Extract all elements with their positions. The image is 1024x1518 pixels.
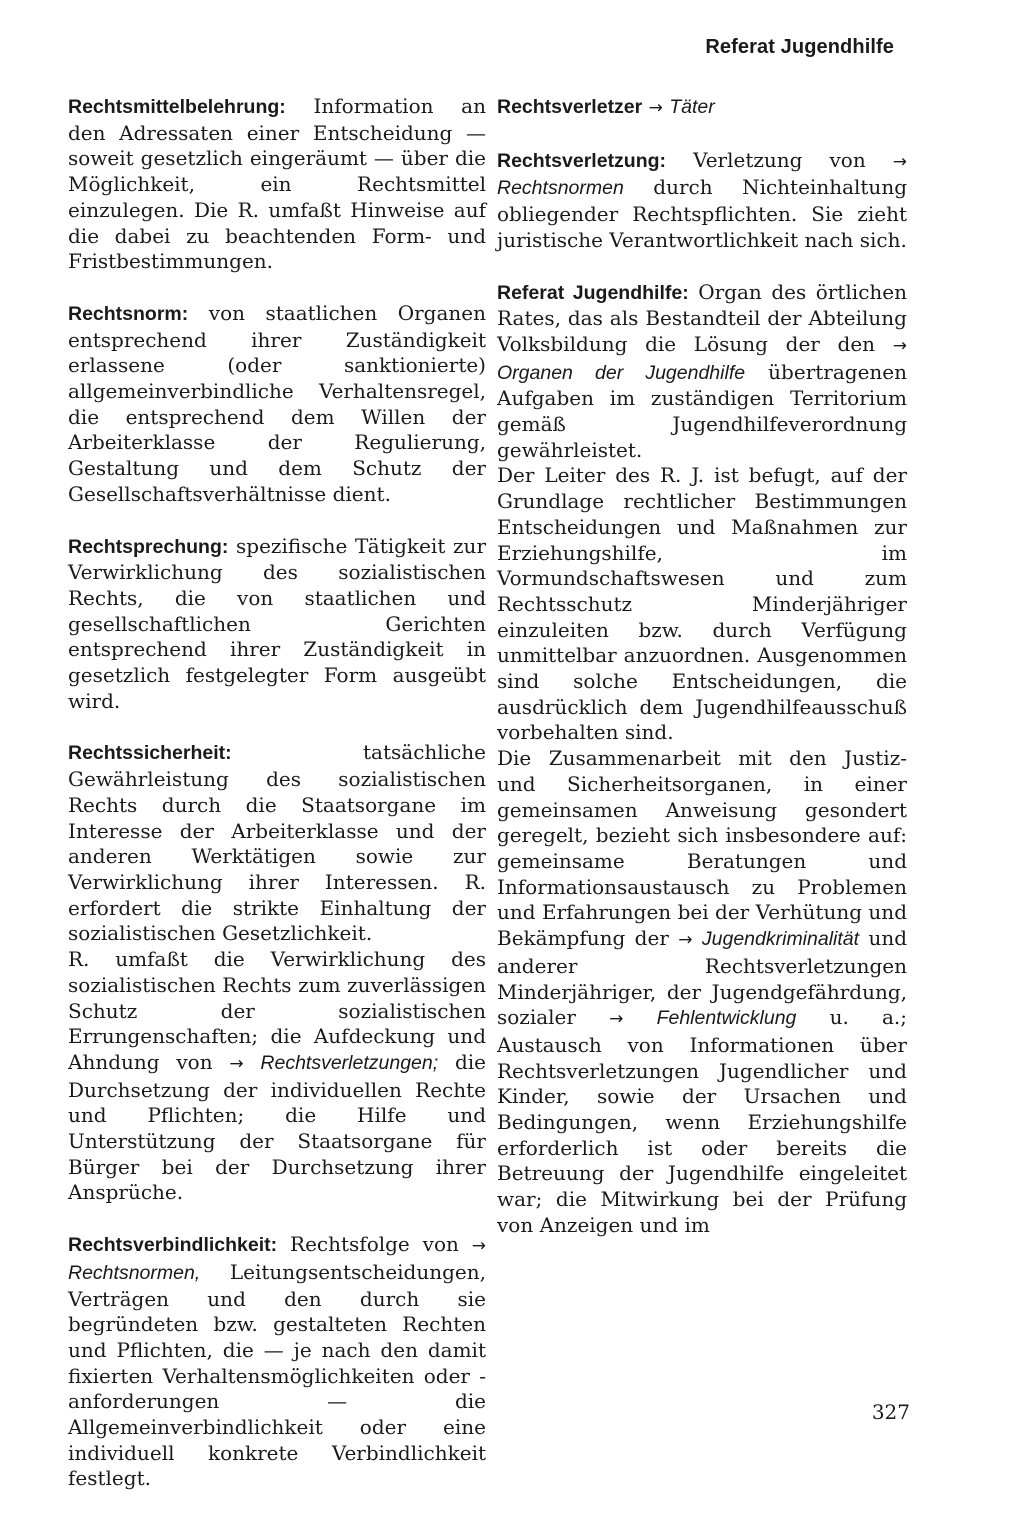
entry-paragraph xyxy=(68,947,486,1206)
running-head: Referat Jugendhilfe xyxy=(705,36,894,58)
entry-term: Rechtsmittelbelehrung: xyxy=(68,96,286,118)
cross-reference-arrow-icon: → xyxy=(892,151,908,172)
cross-reference: Jugendkriminalität xyxy=(701,928,860,951)
cross-reference: Rechtsnormen, xyxy=(68,1261,201,1284)
entry-paragraph xyxy=(497,94,907,122)
entry-text: und anderer Rechtsverletzungen Minderjähriger, der Jugendgefährdung, sozialer xyxy=(497,926,908,1030)
cross-reference-arrow-icon: → xyxy=(892,335,908,356)
entry-paragraph xyxy=(497,746,907,1238)
entry-text: Der Leiter des R. J. ist befugt, auf der Grundlage rechtlicher Bestimmungen Entscheidungen und Maßnahmen zur Erziehungshilfe, im Vormundschaftswesen und zum Rechtsschutz Minderjähriger einzuleiten bzw. durch Verfügung unmittelbar anzuordnen. Ausgenommen sind solche Entscheidungen, die ausdrücklich dem Jugendhilfeausschuß vorbehalten sind. xyxy=(497,463,907,745)
entry-term: Rechtsverletzer xyxy=(497,96,643,118)
entry-text: durch Nichteinhaltung obliegender Rechtspflichten. Sie zieht juristische Verantwortlichkeit nach sich. xyxy=(497,175,907,252)
cross-reference: Rechtsnormen xyxy=(497,177,624,200)
right-column xyxy=(497,94,907,1265)
entry-paragraph xyxy=(68,94,486,275)
entry-text: Rechtsfolge von xyxy=(290,1232,459,1257)
entry-rechtsnorm xyxy=(68,301,486,508)
entry-text: Leitungsentscheidungen, Verträgen und den durch sie begründeten bzw. gestalteten Rechten und Pflichten, die — je nach den damit fixierten Verhaltensmöglichkeiten oder -anforderungen — die Allgemeinverbindlichkeit oder eine individuell konkrete Verbindlichkeit festlegt. xyxy=(68,1259,486,1491)
cross-reference: Organen der Jugendhilfe xyxy=(497,361,746,384)
cross-reference-arrow-icon: → xyxy=(471,1236,486,1257)
entry-rechtsverletzer xyxy=(497,94,907,122)
entry-referat-jugendhilfe xyxy=(497,280,907,1239)
cross-reference: Rechtsverletzungen; xyxy=(260,1051,439,1074)
left-column xyxy=(68,94,486,1518)
entry-paragraph xyxy=(68,740,486,947)
cross-reference-arrow-icon: → xyxy=(609,1009,624,1030)
entry-rechtsprechung xyxy=(68,534,486,715)
entry-text: von staatlichen Organen entsprechend ihrer Zuständigkeit erlassene (oder sanktionierte) allgemeinverbindliche Verhaltensregel, die entsprechend dem Willen der Arbeiterklasse der Regulierung, Gestaltung und dem Schutz der Gesellschaftsverhältnisse dient. xyxy=(68,300,486,506)
entry-paragraph xyxy=(68,1232,486,1492)
entry-text: spezifische Tätigkeit zur Verwirklichung des sozialistischen Rechts, die von staatlichen und gesellschaftlichen Gerichten entsprechend ihrer Zuständigkeit in gesetzlich festgelegter Form ausgeübt wird. xyxy=(68,533,486,713)
page-number: 327 xyxy=(871,1400,910,1424)
entry-term: Rechtsnorm: xyxy=(68,302,189,325)
entry-term: Rechtssicherheit: xyxy=(68,742,232,765)
entry-term: Rechtsprechung: xyxy=(68,535,229,558)
entry-text: tatsächliche Gewährleistung des sozialistischen Rechts durch die Staatsorgane im Interesse der Arbeiterklasse und der anderen Werktätigen sowie zur Verwirklichung ihrer Interessen. R. erfordert die strikte Einhaltung der sozialistischen Gesetzlichkeit. xyxy=(68,740,486,946)
entry-term: Referat Jugendhilfe: xyxy=(497,281,689,304)
entry-text: Verletzung von xyxy=(693,147,866,172)
entry-paragraph xyxy=(497,463,907,746)
entry-text: Information an den Adressaten einer Entscheidung — soweit gesetzlich eingeräumt — über die Möglichkeit, ein Rechtsmittel einzulegen. Die R. umfaßt Hinweise auf die dabei zu beachtenden Form- und Fristbestimmungen. xyxy=(68,94,486,274)
entry-text: u. a.; Austausch von Informationen über Rechtsverletzungen Jugendlicher und Kinder, sowie der Ursachen und Bedingungen, wenn Erziehungshilfe erforderlich ist oder bereits die Betreuung der Jugendhilfe eingeleitet war; die Mitwirkung bei der Prüfung von Anzeigen und im xyxy=(497,1005,907,1237)
entry-rechtssicherheit xyxy=(68,740,486,1206)
entry-text: Organ des örtlichen Rates, das als Bestandteil der Abteilung Volksbildung die Lösung der den xyxy=(497,279,907,356)
entry-paragraph xyxy=(497,280,907,464)
entry-text: übertragenen Aufgaben im zuständigen Territorium gemäß Jugendhilfeverordnung gewährleistet. xyxy=(497,359,908,462)
entry-rechtsmittelbelehrung xyxy=(68,94,486,275)
cross-reference: Täter xyxy=(669,96,715,118)
entry-rechtsverbindlichkeit xyxy=(68,1232,486,1492)
cross-reference-arrow-icon: → xyxy=(229,1053,244,1074)
entry-rechtsverletzung xyxy=(497,148,907,254)
entry-text: die Durchsetzung der individuellen Rechte und Pflichten; die Hilfe und Unterstützung der Staatsorgane für Bürger bei der Durchsetzung ihrer Ansprüche. xyxy=(68,1049,486,1205)
entry-paragraph xyxy=(497,148,907,254)
cross-reference: Fehlentwicklung xyxy=(656,1007,797,1030)
cross-reference-arrow-icon: → xyxy=(648,98,663,118)
entry-text: R. umfaßt die Verwirklichung des sozialistischen Rechts zum zuverlässigen Schutz der sozialistischen Errungenschaften; die Aufdeckung und Ahndung von xyxy=(68,947,486,1074)
entry-paragraph xyxy=(68,534,486,715)
cross-reference-arrow-icon: → xyxy=(678,930,693,951)
entry-text: Die Zusammenarbeit mit den Justiz- und Sicherheitsorganen, in einer gemeinsamen Anweisung gesondert geregelt, bezieht sich insbesondere auf: gemeinsame Beratungen und Informationsaustausch zu Problemen und Erfahrungen bei der Verhütung und Bekämpfung der xyxy=(497,746,907,951)
entry-term: Rechtsverbindlichkeit: xyxy=(68,1234,278,1257)
entry-term: Rechtsverletzung: xyxy=(497,149,667,172)
entry-paragraph xyxy=(68,301,486,508)
